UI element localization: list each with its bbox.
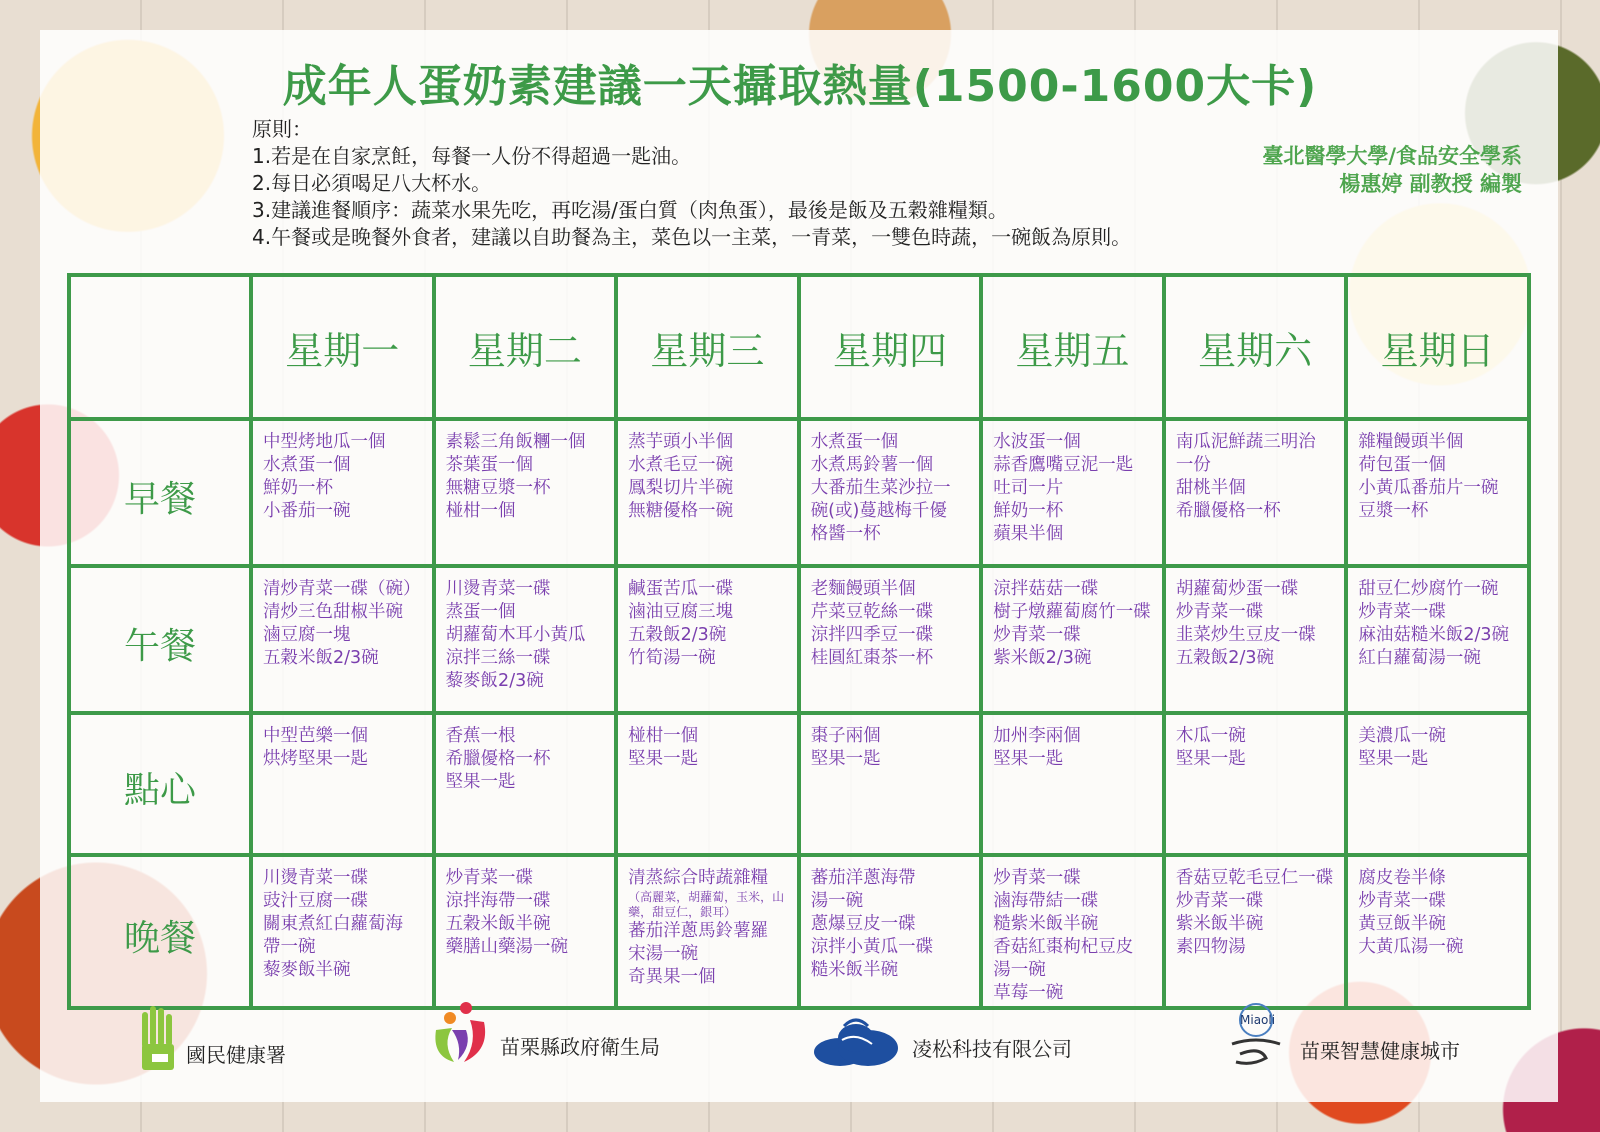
menu-item: 鹹蛋苦瓜一碟	[628, 578, 734, 599]
menu-item: 堅果一匙	[993, 748, 1064, 769]
menu-item: 芹菜豆乾絲一碟	[810, 601, 934, 622]
menu-item: 南瓜泥鮮蔬三明治	[1175, 432, 1316, 452]
menu-cell	[1164, 855, 1347, 1008]
menu-item: 無糖豆漿一杯	[445, 478, 551, 498]
menu-cell	[251, 855, 434, 1008]
menu-item: 川燙青菜一碟	[263, 867, 368, 888]
menu-item: 蒸芋頭小半個	[628, 432, 734, 452]
menu-cell	[799, 566, 982, 713]
menu-item: 炒青菜一碟	[993, 624, 1081, 645]
menu-cell	[616, 419, 799, 566]
menu-cell	[1346, 419, 1529, 566]
menu-item: 炒青菜一碟	[445, 867, 534, 888]
logo-hpa	[140, 1004, 286, 1074]
menu-item: 棗子兩個	[810, 725, 881, 746]
logo-lingsong	[812, 1010, 1072, 1068]
menu-item: 木瓜一碗	[1175, 725, 1246, 746]
rules-heading: 原則：	[252, 117, 312, 141]
meal-dinner-row	[69, 855, 1529, 1008]
meal-lunch-row	[69, 566, 1529, 713]
menu-item: 堅果一匙	[810, 748, 881, 769]
day-header-tue: 星期二	[434, 275, 617, 419]
menu-item: 水煮毛豆一碗	[628, 455, 734, 475]
menu-item: 水煮蛋一個	[810, 432, 899, 452]
menu-item: 小番茄一碗	[263, 501, 351, 521]
menu-item: 小黃瓜番茄片一碗	[1358, 478, 1499, 498]
menu-cell	[1346, 855, 1529, 1008]
menu-item: （高麗菜，胡蘿蔔，玉米，山藥，甜豆仁，銀耳）	[628, 889, 785, 919]
menu-item: 無糖優格一碗	[628, 501, 734, 521]
day-header-row	[69, 275, 1529, 419]
menu-item: 胡蘿蔔木耳小黃瓜	[445, 624, 586, 645]
menu-cell	[981, 855, 1164, 1008]
menu-item: 炒青菜一碟	[1175, 890, 1264, 911]
menu-item: 涼拌四季豆一碟	[810, 624, 934, 645]
rules-block	[252, 116, 1131, 251]
org-label: 凌松科技有限公司	[912, 1037, 1072, 1061]
rule-item: 2.每日必須喝足八大杯水。	[252, 171, 492, 195]
menu-item: 涼拌小黃瓜一碟	[810, 936, 934, 957]
miaoli-emblem-icon	[1226, 1000, 1292, 1070]
menu-cell	[981, 419, 1164, 566]
menu-item: 關東煮紅白蘿蔔海	[263, 913, 403, 934]
menu-item: 一份	[1175, 455, 1211, 475]
cloud-wifi-icon	[812, 1010, 902, 1068]
menu-item: 滷海帶結一碟	[993, 890, 1099, 911]
menu-item: 奇異果一個	[628, 966, 716, 987]
credit-author: 楊惠婷 副教授 編製	[1339, 172, 1522, 196]
day-header-thu: 星期四	[799, 275, 982, 419]
meal-breakfast-label: 早餐	[69, 419, 251, 566]
menu-cell	[434, 713, 617, 855]
meal-breakfast-row	[69, 419, 1529, 566]
menu-item: 大黃瓜湯一碗	[1358, 936, 1464, 957]
menu-item: 甜桃半個	[1175, 478, 1246, 498]
menu-item: 鮮奶一杯	[263, 478, 333, 498]
hand-icon	[140, 1004, 176, 1074]
day-header-wed: 星期三	[616, 275, 799, 419]
menu-item: 湯一碗	[993, 959, 1046, 980]
menu-item: 蒜香鷹嘴豆泥一匙	[993, 455, 1134, 475]
menu-item: 樹子燉蘿蔔腐竹一碟	[993, 601, 1151, 622]
menu-item: 加州李兩個	[993, 725, 1081, 746]
menu-item: 茶葉蛋一個	[445, 455, 534, 475]
menu-item: 堅果一匙	[445, 771, 516, 792]
menu-item: 素鬆三角飯糰一個	[445, 432, 586, 452]
menu-item: 荷包蛋一個	[1358, 455, 1446, 475]
menu-item: 堅果一匙	[628, 748, 699, 769]
menu-item: 五穀米飯2/3碗	[263, 647, 379, 668]
menu-item: 素四物湯	[1175, 936, 1246, 957]
menu-cell	[799, 419, 982, 566]
org-label: 苗栗縣政府衛生局	[500, 1035, 660, 1059]
logo-miaoli-health-bureau	[428, 1000, 660, 1066]
menu-item: 雜糧饅頭半個	[1358, 432, 1464, 452]
menu-item: 麻油菇糙米飯2/3碗	[1358, 624, 1510, 645]
meal-snack-row	[69, 713, 1529, 855]
menu-item: 炒青菜一碟	[1358, 890, 1446, 911]
logo-miaoli-smart-city	[1226, 1000, 1460, 1070]
menu-item: 豉汁豆腐一碟	[263, 890, 368, 911]
meal-lunch-label: 午餐	[69, 566, 251, 713]
org-label: 國民健康署	[186, 1043, 286, 1067]
org-label: 苗栗智慧健康城市	[1300, 1039, 1460, 1063]
menu-item: 中型烤地瓜一個	[263, 432, 386, 452]
day-header-mon: 星期一	[251, 275, 434, 419]
menu-cell	[1346, 566, 1529, 713]
rule-item: 3.建議進餐順序：蔬菜水果先吃，再吃湯/蛋白質（肉魚蛋），最後是飯及五穀雜糧類。	[252, 198, 1008, 222]
menu-item: 五穀飯2/3碗	[628, 624, 727, 645]
menu-item: 蔥爆豆皮一碟	[810, 913, 916, 934]
menu-item: 香菇紅棗枸杞豆皮	[993, 936, 1134, 957]
menu-cell	[251, 419, 434, 566]
emblem-text: Miaoli	[1240, 1013, 1276, 1027]
day-header-sat: 星期六	[1164, 275, 1347, 419]
menu-item: 希臘優格一杯	[1175, 501, 1281, 521]
menu-item: 水煮蛋一個	[263, 455, 351, 475]
menu-item: 甜豆仁炒腐竹一碗	[1358, 578, 1499, 599]
menu-item: 湯一碗	[810, 890, 864, 911]
corner-cell	[69, 275, 251, 419]
day-header-sun: 星期日	[1346, 275, 1529, 419]
menu-item: 滷油豆腐三塊	[628, 601, 734, 622]
menu-item: 蕃茄洋蔥馬鈴薯羅	[628, 920, 769, 941]
menu-item: 藜麥飯2/3碗	[445, 670, 544, 691]
menu-item: 炒青菜一碟	[1175, 601, 1264, 622]
menu-cell	[616, 855, 799, 1008]
page-title: 成年人蛋奶素建議一天攝取熱量(1500-1600大卡)	[282, 61, 1318, 112]
menu-item: 蒸蛋一個	[445, 601, 516, 622]
meal-dinner-label: 晚餐	[69, 855, 251, 1008]
menu-item: 腐皮卷半條	[1358, 867, 1446, 888]
menu-item: 香菇豆乾毛豆仁一碟	[1175, 867, 1334, 888]
menu-item: 炒青菜一碟	[993, 867, 1081, 888]
rule-item: 4.午餐或是晚餐外食者，建議以自助餐為主，菜色以一主菜，一青菜，一雙色時蔬，一碗飯為原則。	[252, 225, 1132, 249]
menu-item: 清蒸綜合時蔬雜糧	[628, 867, 769, 888]
menu-item: 蕃茄洋蔥海帶	[810, 867, 916, 888]
menu-item: 大番茄生菜沙拉一	[810, 478, 951, 498]
menu-item: 糙紫米飯半碗	[993, 913, 1099, 934]
menu-item: 川燙青菜一碟	[445, 578, 551, 599]
menu-item: 鳳梨切片半碗	[628, 478, 734, 498]
menu-cell	[1164, 713, 1347, 855]
menu-item: 涼拌三絲一碟	[445, 647, 551, 668]
menu-item: 美濃瓜一碗	[1358, 725, 1446, 746]
menu-cell	[1164, 566, 1347, 713]
menu-cell	[799, 855, 982, 1008]
menu-item: 水煮馬鈴薯一個	[810, 455, 934, 475]
menu-item: 黃豆飯半碗	[1358, 913, 1446, 934]
menu-cell	[616, 566, 799, 713]
menu-item: 涼拌菇菇一碟	[993, 578, 1099, 599]
menu-item: 清炒青菜一碟（碗）	[263, 578, 421, 599]
menu-item: 希臘優格一杯	[445, 748, 551, 769]
author-credit	[1262, 142, 1522, 198]
menu-item: 堅果一匙	[1358, 748, 1429, 769]
menu-item: 蘋果半個	[993, 524, 1064, 544]
menu-item: 鮮奶一杯	[993, 501, 1064, 521]
menu-item: 五穀飯2/3碗	[1175, 647, 1274, 668]
footer-logos	[0, 1010, 1600, 1110]
menu-item: 堅果一匙	[1175, 748, 1246, 769]
menu-cell	[1164, 419, 1347, 566]
menu-cell	[799, 713, 982, 855]
menu-item: 藜麥飯半碗	[263, 959, 351, 980]
menu-item: 中型芭樂一個	[263, 725, 368, 746]
menu-item: 桂圓紅棗茶一杯	[810, 647, 934, 668]
family-icon	[428, 1000, 492, 1066]
menu-item: 椪柑一個	[628, 725, 699, 746]
menu-item: 草莓一碗	[993, 982, 1064, 1003]
menu-item: 清炒三色甜椒半碗	[263, 601, 403, 622]
menu-item: 香蕉一根	[445, 725, 516, 746]
menu-item: 豆漿一杯	[1358, 501, 1429, 521]
menu-item: 帶一碗	[263, 936, 316, 957]
menu-item: 韭菜炒生豆皮一碟	[1175, 624, 1316, 645]
menu-cell	[434, 566, 617, 713]
menu-item: 格醬一杯	[810, 524, 881, 544]
menu-item: 紅白蘿蔔湯一碗	[1358, 647, 1481, 668]
day-header-fri: 星期五	[981, 275, 1164, 419]
menu-item: 胡蘿蔔炒蛋一碟	[1175, 578, 1299, 599]
menu-item: 藥膳山藥湯一碗	[445, 936, 569, 957]
meal-snack-label: 點心	[69, 713, 251, 855]
menu-item: 紫米飯2/3碗	[993, 647, 1092, 668]
menu-item: 紫米飯半碗	[1175, 913, 1264, 934]
menu-item: 五穀米飯半碗	[445, 913, 551, 934]
menu-item: 老麵饅頭半個	[810, 578, 916, 599]
menu-item: 宋湯一碗	[628, 943, 699, 964]
menu-item: 炒青菜一碟	[1358, 601, 1446, 622]
menu-cell	[1346, 713, 1529, 855]
menu-item: 涼拌海帶一碟	[445, 890, 551, 911]
weekly-menu-table	[67, 273, 1531, 1010]
menu-cell	[251, 566, 434, 713]
menu-item: 吐司一片	[993, 478, 1064, 498]
credit-institution: 臺北醫學大學/食品安全學系	[1262, 144, 1522, 168]
menu-cell	[434, 419, 617, 566]
menu-item: 椪柑一個	[445, 501, 516, 521]
rule-item: 1.若是在自家烹飪，每餐一人份不得超過一匙油。	[252, 144, 692, 168]
menu-item: 滷豆腐一塊	[263, 624, 351, 645]
menu-item: 竹筍湯一碗	[628, 647, 716, 668]
menu-cell	[981, 566, 1164, 713]
menu-item: 碗(或)蔓越梅千優	[810, 501, 947, 521]
menu-item: 烘烤堅果一匙	[263, 748, 368, 769]
menu-cell	[981, 713, 1164, 855]
menu-item: 水波蛋一個	[993, 432, 1081, 452]
menu-cell	[616, 713, 799, 855]
menu-cell	[434, 855, 617, 1008]
menu-item: 糙米飯半碗	[810, 959, 899, 980]
menu-cell	[251, 713, 434, 855]
